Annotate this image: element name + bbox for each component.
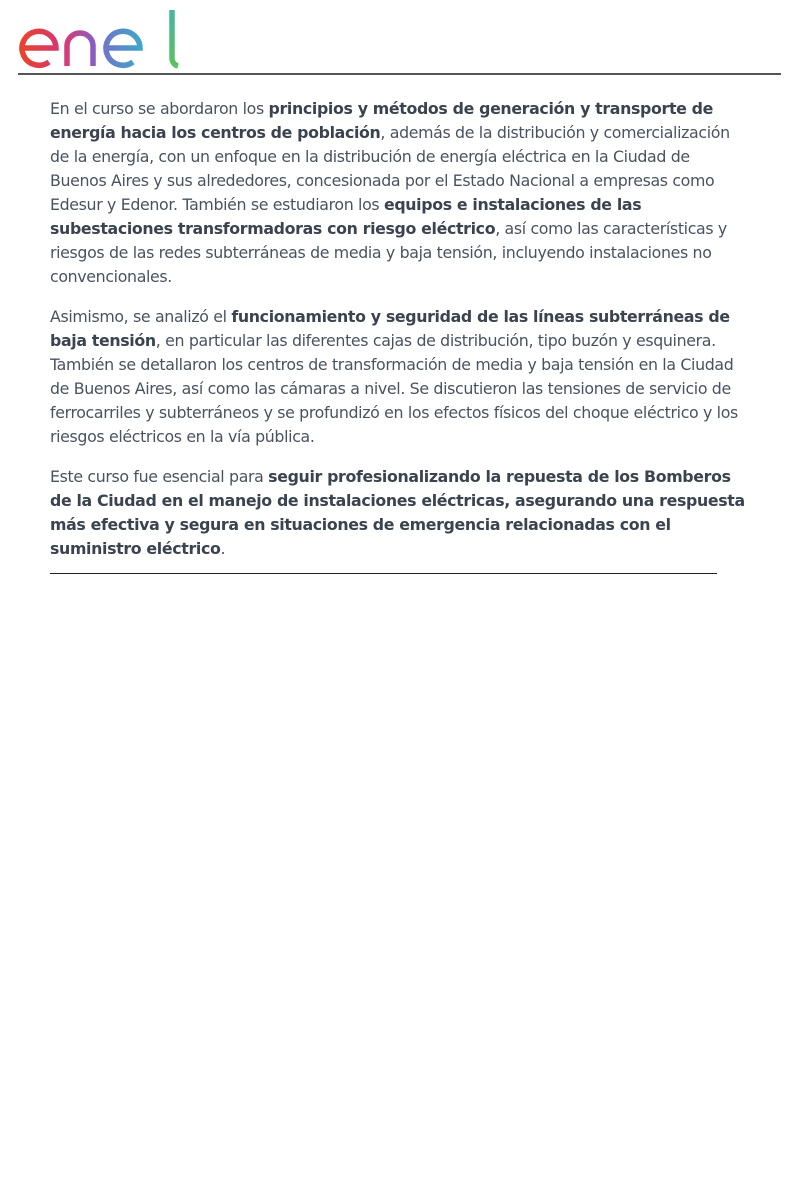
bold-text-segment: funcionamiento y seguridad de las líneas subterráneas de baja tensión [50, 307, 730, 350]
text-segment: Asimismo, se analizó el [50, 307, 232, 326]
article-body [50, 97, 750, 577]
text-segment: , así como las características y riesgos de las redes subterráneas de media y baja tensión, incluyendo instalaciones no convencionales. [50, 219, 727, 286]
enel-logo [16, 8, 180, 70]
text-segment: En el curso se abordaron los [50, 99, 269, 118]
text-segment: Este curso fue esencial para [50, 467, 269, 486]
bold-text-segment: seguir profesionalizando la repuesta de los Bomberos de la Ciudad en el manejo de instalaciones eléctricas, asegurando una respuesta más efectiva y segura en situaciones de emergencia relacionadas con el suministro eléctrico [50, 467, 745, 558]
bold-text-segment: equipos e instalaciones de las subestaciones transformadoras con riesgo eléctrico [50, 195, 642, 238]
text-segment: , además de la distribución y comercialización de la energía, con un enfoque en la distribución de energía eléctrica en la Ciudad de Buenos Aires y sus alrededores, concesionada por el Estado Nacional a empresas como Edesur y Edenor. También se estudiaron los [50, 123, 730, 214]
text-segment: , en particular las diferentes cajas de distribución, tipo buzón y esquinera. También se detallaron los centros de transformación de media y baja tensión en la Ciudad de Buenos Aires, así como las cámaras a nivel. Se discutieron las tensiones de servicio de ferrocarriles y subterráneos y se profundizó en los efectos físicos del choque eléctrico y los riesgos eléctricos en la vía pública. [50, 331, 738, 446]
page-header [0, 0, 800, 76]
paragraph-3 [50, 465, 750, 561]
header-divider [18, 73, 781, 75]
paragraph-2 [50, 305, 750, 449]
paragraph-1 [50, 97, 750, 289]
text-segment: . [220, 539, 226, 558]
footer-divider [50, 573, 717, 574]
bold-text-segment: principios y métodos de generación y transporte de energía hacia los centros de población [50, 99, 713, 142]
